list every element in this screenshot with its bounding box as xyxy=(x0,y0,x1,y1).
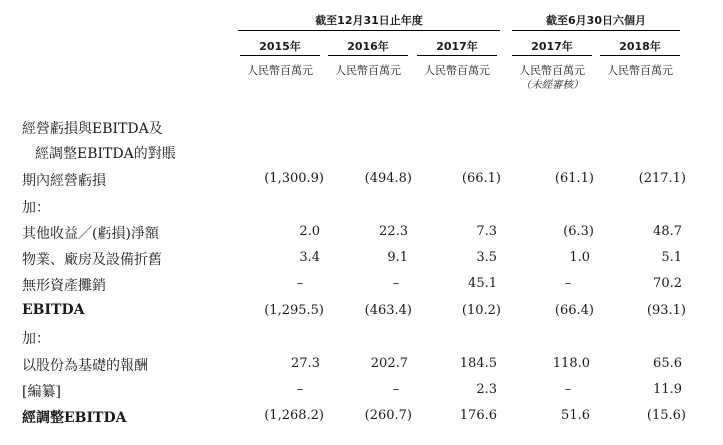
col-unit-2017: 人民幣百萬元 xyxy=(424,64,490,77)
row-value: – xyxy=(564,382,572,397)
col-year-2017-h1: 2017年 xyxy=(531,40,573,53)
section-title-line2: 經調整EBITDA的對賬 xyxy=(35,146,176,162)
row-value: 27.3 xyxy=(291,356,320,371)
row-value: (1,268.2) xyxy=(264,408,324,423)
row-value: 65.6 xyxy=(653,356,682,371)
row-value: 3.5 xyxy=(476,250,497,265)
row-label: 經調整EBITDA xyxy=(22,410,127,426)
row-value: (217.1) xyxy=(638,171,686,186)
col-unit-2018-h1: 人民幣百萬元 xyxy=(607,64,673,77)
row-value: 45.1 xyxy=(468,276,497,291)
row-value: (1,300.9) xyxy=(264,171,324,186)
row-value: (93.1) xyxy=(646,303,686,318)
row-label: 加： xyxy=(22,200,50,216)
col-note-unaudited: （未經審核） xyxy=(520,79,584,91)
row-value: 202.7 xyxy=(370,356,408,371)
col-underline-2015 xyxy=(240,55,320,56)
col-underline-2016 xyxy=(328,55,408,56)
row-value: (66.1) xyxy=(461,171,501,186)
row-value: (1,295.5) xyxy=(264,303,324,318)
row-value: – xyxy=(392,276,400,291)
row-value: 118.0 xyxy=(552,356,590,371)
row-value: 7.3 xyxy=(476,224,497,239)
row-value: 176.6 xyxy=(459,408,497,423)
row-value: 22.3 xyxy=(379,224,408,239)
col-underline-2018-h1 xyxy=(600,55,680,56)
col-year-2016: 2016年 xyxy=(347,40,389,53)
row-value: – xyxy=(564,276,572,291)
group-underline-year-end xyxy=(238,30,500,31)
row-label: 以股份為基礎的報酬 xyxy=(22,358,148,374)
row-label: 期內經營虧損 xyxy=(22,173,106,189)
row-value: – xyxy=(392,382,400,397)
group-underline-six-months xyxy=(512,30,680,31)
row-value: 48.7 xyxy=(653,224,682,239)
group-header-six-months: 截至6月30日六個月 xyxy=(546,14,646,27)
row-label: 加： xyxy=(22,331,50,347)
row-value: (10.2) xyxy=(461,303,501,318)
row-value: (66.4) xyxy=(554,303,594,318)
row-value: 70.2 xyxy=(653,276,682,291)
row-value: (260.7) xyxy=(364,408,412,423)
col-year-2017: 2017年 xyxy=(436,40,478,53)
row-value: – xyxy=(296,382,304,397)
row-value: (61.1) xyxy=(554,171,594,186)
row-value: 9.1 xyxy=(387,250,408,265)
row-value: – xyxy=(296,276,304,291)
col-unit-2016: 人民幣百萬元 xyxy=(335,64,401,77)
row-label: 無形資產攤銷 xyxy=(22,278,106,294)
row-label: 其他收益／(虧損)淨額 xyxy=(22,226,159,242)
col-unit-2015: 人民幣百萬元 xyxy=(247,64,313,77)
row-value: (494.8) xyxy=(364,171,412,186)
row-value: (15.6) xyxy=(646,408,686,423)
group-header-year-end: 截至12月31日止年度 xyxy=(315,14,423,27)
row-value: 11.9 xyxy=(653,382,682,397)
row-value: 2.3 xyxy=(476,382,497,397)
row-label: EBITDA xyxy=(22,302,85,318)
col-year-2015: 2015年 xyxy=(259,40,301,53)
row-label: 物業、廠房及設備折舊 xyxy=(22,252,162,268)
row-value: 1.0 xyxy=(569,250,590,265)
row-value: 51.6 xyxy=(561,408,590,423)
row-value: (463.4) xyxy=(364,303,412,318)
row-value: 5.1 xyxy=(661,250,682,265)
row-label: [編纂] xyxy=(22,384,61,400)
row-value: 2.0 xyxy=(299,224,320,239)
row-value: (6.3) xyxy=(563,224,594,239)
col-underline-2017 xyxy=(417,55,497,56)
col-underline-2017-h1 xyxy=(512,55,592,56)
col-year-2018-h1: 2018年 xyxy=(619,40,661,53)
row-value: 3.4 xyxy=(299,250,320,265)
section-title-line1: 經營虧損與EBITDA及 xyxy=(22,121,163,137)
col-unit-2017-h1: 人民幣百萬元 xyxy=(519,64,585,77)
row-value: 184.5 xyxy=(459,356,497,371)
